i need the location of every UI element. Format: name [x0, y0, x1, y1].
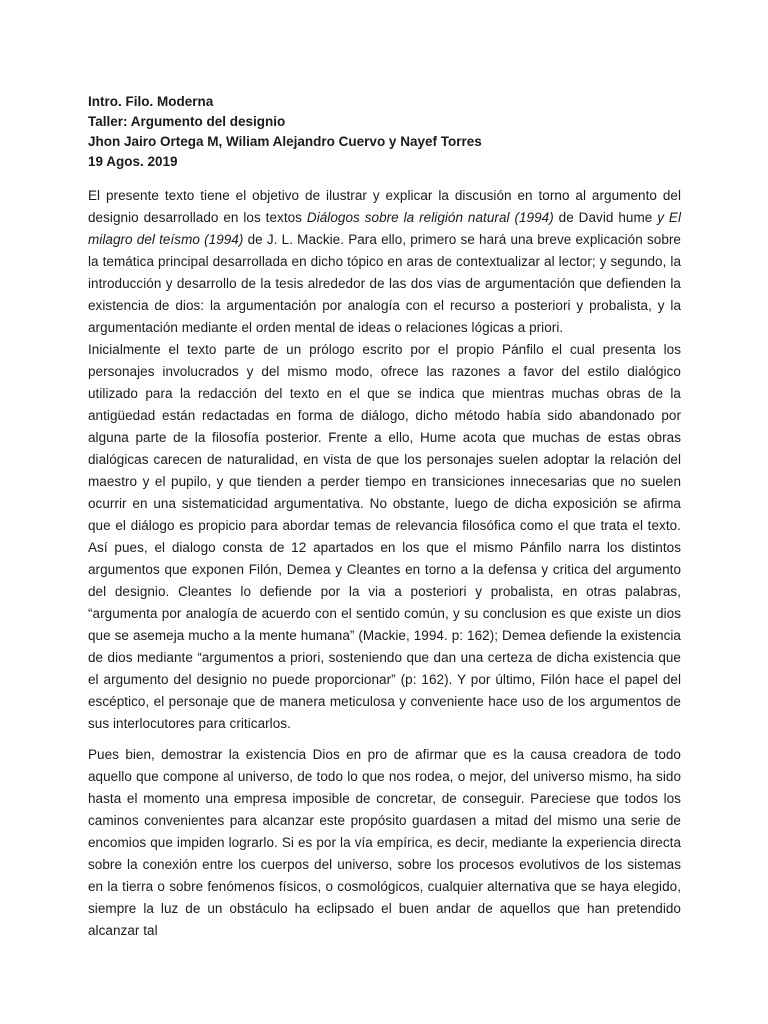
paragraph-text: El presente texto tiene el objetivo de ilustrar y explicar la discusión en torno al argumento del designio desarrollado en los textos	[88, 188, 681, 225]
document-body	[88, 185, 681, 942]
assignment-title: Taller: Argumento del designio	[88, 114, 286, 129]
book-title: Diálogos sobre la religión natural (1994)	[306, 210, 554, 225]
book-title: y El milagro del teísmo (1994)	[88, 210, 681, 247]
paragraph-dialogue-summary: Inicialmente el texto parte de un prólogo escrito por el propio Pánfilo el cual presenta los personajes involucrados y del mismo modo, ofrece las razones a favor del estilo dialógico utilizado para la redacción del texto en el que se indica que mientras muchas obras de la antigüedad están redactadas en forma de diálogo, dicho método había sido abandonado por alguna parte de la filosofía posterior. Frente a ello, Hume acota que muchas de estas obras dialógicas carecen de naturalidad, en vista de que los personajes suelen adoptar la relación del maestro y el pupilo, y que tienden a perder tiempo en transiciones innecesarias que no suelen ocurrir en una sistematicidad argumentativa. No obstante, luego de dicha exposición se afirma que el diálogo es propicio para abordar temas de relevancia filosófica como el que trata el texto. Así pues, el dialogo consta de 12 apartados en los que el mismo Pánfilo narra los distintos argumentos que exponen Filón, Demea y Cleantes en torno a la defensa y critica del argumento del designio. Cleantes lo defiende por la via a posteriori y probalista, en otras palabras, “argumenta por analogía de acuerdo con el sentido común, y su conclusion es que existe un dios que se asemeja mucho a la mente humana” (Mackie, 1994. p: 162); Demea defiende la existencia de dios mediante “argumentos a priori, sosteniendo que dan una certeza de dicha existencia que el argumento del designio no puede proporcionar” (p: 162). Y por último, Filón hace el papel del escéptico, el personaje que de manera meticulosa y conveniente hace uso de los argumentos de sus interlocutores para criticarlos.	[88, 342, 681, 731]
date-line: 19 Agos. 2019	[88, 154, 178, 169]
paragraph-text: de David hume	[553, 210, 658, 225]
authors-line: Jhon Jairo Ortega M, Wiliam Alejandro Cuervo y Nayef Torres	[88, 134, 482, 149]
document-header	[88, 92, 688, 172]
paragraph-text: de J. L. Mackie. Para ello, primero se hará una breve explicación sobre la temática principal desarrollada en dicho tópico en aras de contextualizar al lector; y segundo, la introducción y desarrollo de la tesis alrededor de las dos vias de argumentación que defienden la existencia de dios: la argumentación por analogía con el recurso a posteriori y probalista, y la argumentación mediante el orden mental de ideas o relaciones lógicas a priori.	[88, 232, 681, 335]
paragraph-intro	[88, 185, 681, 339]
paragraph-existence-of-god: Pues bien, demostrar la existencia Dios en pro de afirmar que es la causa creadora de todo aquello que compone al universo, de todo lo que nos rodea, o mejor, del universo mismo, ha sido hasta el momento una empresa imposible de concretar, de conseguir. Pareciese que todos los caminos convenientes para alcanzar este propósito guardasen a mitad del mismo una serie de encomios que impiden lograrlo. Si es por la vía empírica, es decir, mediante la experiencia directa sobre la conexión entre los cuerpos del universo, sobre los procesos evolutivos de los sistemas en la tierra o sobre fenómenos físicos, o cosmológicos, cualquier alternativa que se haya elegido, siempre la luz de un obstáculo ha eclipsado el buen andar de aquellos que han pretendido alcanzar tal	[88, 747, 681, 938]
course-title: Intro. Filo. Moderna	[88, 94, 214, 109]
